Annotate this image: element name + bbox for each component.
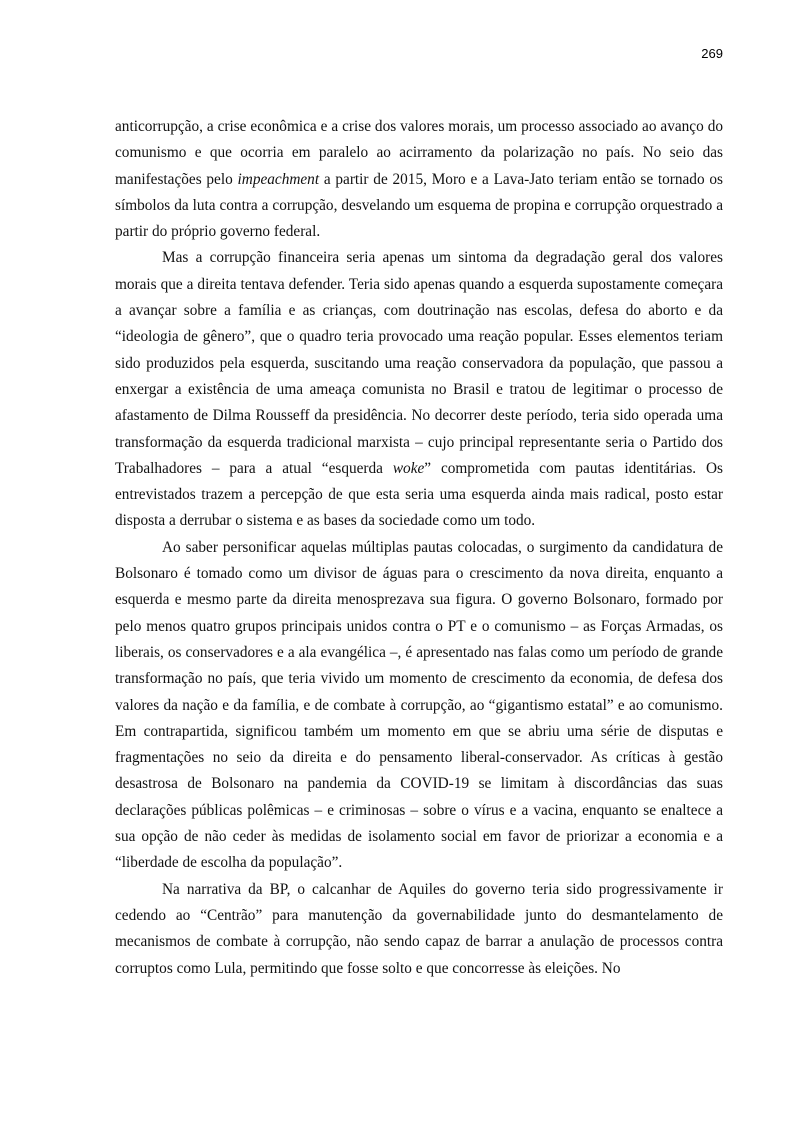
paragraph-2 — [115, 245, 723, 534]
text-run: Na narrativa da BP, o calcanhar de Aquiles do governo teria sido progressivamente ir cedendo ao “Centrão” para manutenção da governabilidade junto do desmantelamento de mecanismos de combate à corrupção, não sendo capaz de barrar a anulação de processos contra corruptos como Lula, permitindo que fosse solto e que concorresse às eleições. No — [115, 880, 723, 977]
text-run: ” comprometida com pautas identitárias. Os entrevistados trazem a percepção de que esta seria uma esquerda ainda mais radical, posto estar disposta a derrubar o sistema e as bases da sociedade como um todo. — [115, 459, 724, 530]
paragraph-3 — [115, 535, 723, 877]
italic-term: woke — [392, 459, 425, 477]
italic-term: impeachment — [237, 170, 320, 188]
paragraph-1 — [115, 114, 723, 245]
text-run: Mas a corrupção financeira seria apenas um sintoma da degradação geral dos valores morais que a direita tentava defender. Teria sido apenas quando a esquerda supostamente começara a avançar sobre a família e as crianças, com doutrinação nas escolas, defesa do aborto e da “ideologia de gênero”, que o quadro teria provocado uma reação popular. Esses elementos teriam sido produzidos pela esquerda, suscitando uma reação conservadora da população, que passou a enxergar a existência de uma ameaça comunista no Brasil e tratou de legitimar o processo de afastamento de Dilma Rousseff da presidência. No decorrer deste período, teria sido operada uma transformação da esquerda tradicional marxista – cujo principal representante seria o Partido dos Trabalhadores – para a atual “esquerda — [115, 249, 723, 477]
text-run: anticorrupção, a crise econômica e a crise dos valores morais, um processo associado ao avanço do comunismo e que ocorria em paralelo ao acirramento da polarização no país. No seio das manifestações pelo — [115, 118, 723, 188]
document-body — [115, 114, 723, 982]
text-run: a partir de 2015, Moro e a Lava-Jato teriam então se tornado os símbolos da luta contra a corrupção, desvelando um esquema de propina e corrupção orquestrado a partir do próprio governo federal. — [115, 170, 723, 241]
paragraph-4 — [115, 877, 723, 982]
text-run: Ao saber personificar aquelas múltiplas pautas colocadas, o surgimento da candidatura de Bolsonaro é tomado como um divisor de águas para o crescimento da nova direita, enquanto a esquerda e mesmo parte da direita menosprezava sua figura. O governo Bolsonaro, formado por pelo menos quatro grupos principais unidos contra o PT e o comunismo – as Forças Armadas, os liberais, os conservadores e a ala evangélica –, é apresentado nas falas como um período de grande transformação no país, que teria vivido um momento de crescimento da economia, de defesa dos valores da nação e da família, e de combate à corrupção, ao “gigantismo estatal” e ao comunismo. Em contrapartida, significou também um momento em que se abriu uma série de disputas e fragmentações no seio da direita e do pensamento liberal-conservador. As críticas à gestão desastrosa de Bolsonaro na pandemia da COVID-19 se limitam à discordâncias das suas declarações públicas polêmicas – e criminosas – sobre o vírus e a vacina, enquanto se enaltece a sua opção de não ceder às medidas de isolamento social em favor de priorizar a economia e a “liberdade de escolha da população”. — [115, 538, 723, 872]
page-number: 269 — [701, 46, 723, 61]
